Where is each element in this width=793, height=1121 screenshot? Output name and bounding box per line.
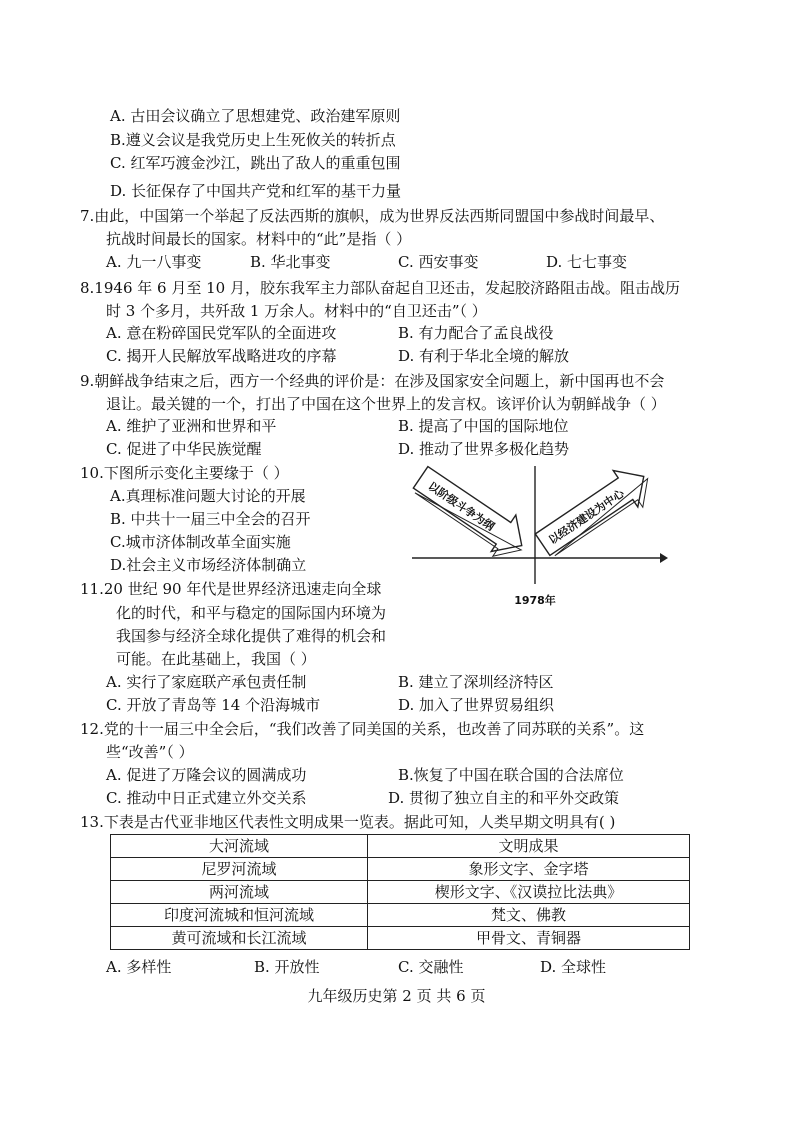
q11-stem-line2: 化的时代，和平与稳定的国际国内环境为 bbox=[116, 604, 387, 622]
q13-option-c: C. 交融性 bbox=[398, 958, 464, 976]
q10-option-c: C.城市济体制改革全面实施 bbox=[110, 533, 291, 551]
q9-option-c: C. 促进了中华民族觉醒 bbox=[106, 440, 262, 458]
table-cell: 楔形文字、《汉谟拉比法典》 bbox=[368, 881, 690, 904]
q13-option-d: D. 全球性 bbox=[540, 958, 607, 976]
q6-option-b: B.遵义会议是我党历史上生死攸关的转折点 bbox=[110, 131, 396, 149]
table-cell: 黄可流域和长江流域 bbox=[111, 927, 368, 950]
q8-option-c: C. 揭开人民解放军战略进攻的序幕 bbox=[106, 347, 337, 365]
q7-option-b: B. 华北事变 bbox=[250, 253, 331, 271]
q9-stem-line2: 退让。最关键的一个，打出了中国在这个世界上的发言权。该评价认为朝鲜战争（ ） bbox=[106, 395, 666, 413]
right-arrow-label: 以经济建设为中心 bbox=[546, 486, 627, 547]
table-row bbox=[111, 904, 690, 927]
page-footer: 九年级历史第 2 页 共 6 页 bbox=[307, 987, 486, 1005]
table-cell: 尼罗河流域 bbox=[111, 858, 368, 881]
table-row bbox=[111, 881, 690, 904]
q11-stem-line1: 11.20 世纪 90 年代是世界经济迅速走向全球 bbox=[80, 580, 382, 598]
table-row bbox=[111, 927, 690, 950]
q12-option-a: A. 促进了万隆会议的圆满成功 bbox=[106, 766, 307, 784]
q8-stem-line2: 时 3 个多月，共歼敌 1 万余人。材料中的“自卫还击”（ ） bbox=[106, 302, 487, 320]
q12-option-b: B.恢复了中国在联合国的合法席位 bbox=[398, 766, 624, 784]
q7-option-d: D. 七七事变 bbox=[546, 253, 628, 271]
q9-option-a: A. 维护了亚洲和世界和平 bbox=[106, 417, 277, 435]
q9-stem-line1: 9.朝鲜战争结束之后，西方一个经典的评价是：在涉及国家安全问题上，新中国再也不会 bbox=[80, 372, 665, 390]
civilization-table bbox=[110, 834, 690, 950]
q10-option-a: A.真理标准问题大讨论的开展 bbox=[110, 487, 306, 505]
table-row bbox=[111, 858, 690, 881]
q6-option-a: A. 古田会议确立了思想建党、政治建军原则 bbox=[110, 107, 401, 125]
q13-stem: 13.下表是古代亚非地区代表性文明成果一览表。据此可知，人类早期文明具有( ) bbox=[80, 813, 616, 831]
q13-option-b: B. 开放性 bbox=[254, 958, 320, 976]
q9-option-d: D. 推动了世界多极化趋势 bbox=[398, 440, 570, 458]
q11-option-b: B. 建立了深圳经济特区 bbox=[398, 673, 554, 691]
table-cell: 象形文字、金字塔 bbox=[368, 858, 690, 881]
q8-option-d: D. 有利于华北全境的解放 bbox=[398, 347, 570, 365]
q8-option-a: A. 意在粉碎国民党军队的全面进攻 bbox=[106, 324, 337, 342]
q11-option-d: D. 加入了世界贸易组织 bbox=[398, 696, 555, 714]
q6-option-d: D. 长征保存了中国共产党和红军的基干力量 bbox=[110, 182, 402, 200]
q11-stem-line4: 可能。在此基础上，我国（ ） bbox=[116, 650, 316, 668]
q12-option-c: C. 推动中日正式建立外交关系 bbox=[106, 789, 307, 807]
q11-stem-line3: 我国参与经济全球化提供了难得的机会和 bbox=[116, 627, 387, 645]
q12-option-d: D. 贯彻了独立自主的和平外交政策 bbox=[388, 789, 620, 807]
diagram-axis-arrowhead bbox=[660, 553, 668, 563]
table-cell: 甲骨文、青铜器 bbox=[368, 927, 690, 950]
q9-option-b: B. 提高了中国的国际地位 bbox=[398, 417, 569, 435]
q11-option-a: A. 实行了家庭联产承包责任制 bbox=[106, 673, 307, 691]
q10-option-d: D.社会主义市场经济体制确立 bbox=[110, 556, 307, 574]
q7-option-a: A. 九一八事变 bbox=[106, 253, 202, 271]
q12-stem-line2: 些“改善”（ ） bbox=[106, 743, 194, 761]
q6-option-c: C. 红军巧渡金沙江，跳出了敌人的重重包围 bbox=[110, 154, 401, 172]
q7-stem-line2: 抗战时间最长的国家。材料中的“此”是指（ ） bbox=[106, 230, 412, 248]
table-header-row bbox=[111, 835, 690, 858]
table-cell: 梵文、佛教 bbox=[368, 904, 690, 927]
q11-option-c: C. 开放了青岛等 14 个沿海城市 bbox=[106, 696, 321, 714]
q7-option-c: C. 西安事变 bbox=[398, 253, 479, 271]
table-cell: 印度河流城和恒河流域 bbox=[111, 904, 368, 927]
q10-stem: 10.下图所示变化主要缘于（ ） bbox=[80, 464, 289, 482]
diagram-year-label: 1978年 bbox=[514, 594, 556, 607]
left-arrow-label: 以阶级斗争为纲 bbox=[425, 479, 497, 534]
left-arrow-shape bbox=[408, 460, 536, 567]
q13-option-a: A. 多样性 bbox=[106, 958, 172, 976]
q10-option-b: B. 中共十一届三中全会的召开 bbox=[110, 510, 311, 528]
policy-shift-diagram bbox=[408, 460, 670, 610]
right-arrow-shape bbox=[530, 460, 659, 565]
table-header-cell: 文明成果 bbox=[368, 835, 690, 858]
q7-stem-line1: 7.由此，中国第一个举起了反法西斯的旗帜，成为世界反法西斯同盟国中参战时间最早、 bbox=[80, 207, 665, 225]
q8-stem-line1: 8.1946 年 6 月至 10 月，胶东我军主力部队奋起自卫还击，发起胶济路阻击战。阻击战历 bbox=[80, 279, 680, 297]
q8-option-b: B. 有力配合了孟良战役 bbox=[398, 324, 554, 342]
q12-stem-line1: 12.党的十一届三中全会后，“我们改善了同美国的关系，也改善了同苏联的关系”。这 bbox=[80, 720, 645, 738]
table-cell: 两河流域 bbox=[111, 881, 368, 904]
table-header-cell: 大河流域 bbox=[111, 835, 368, 858]
